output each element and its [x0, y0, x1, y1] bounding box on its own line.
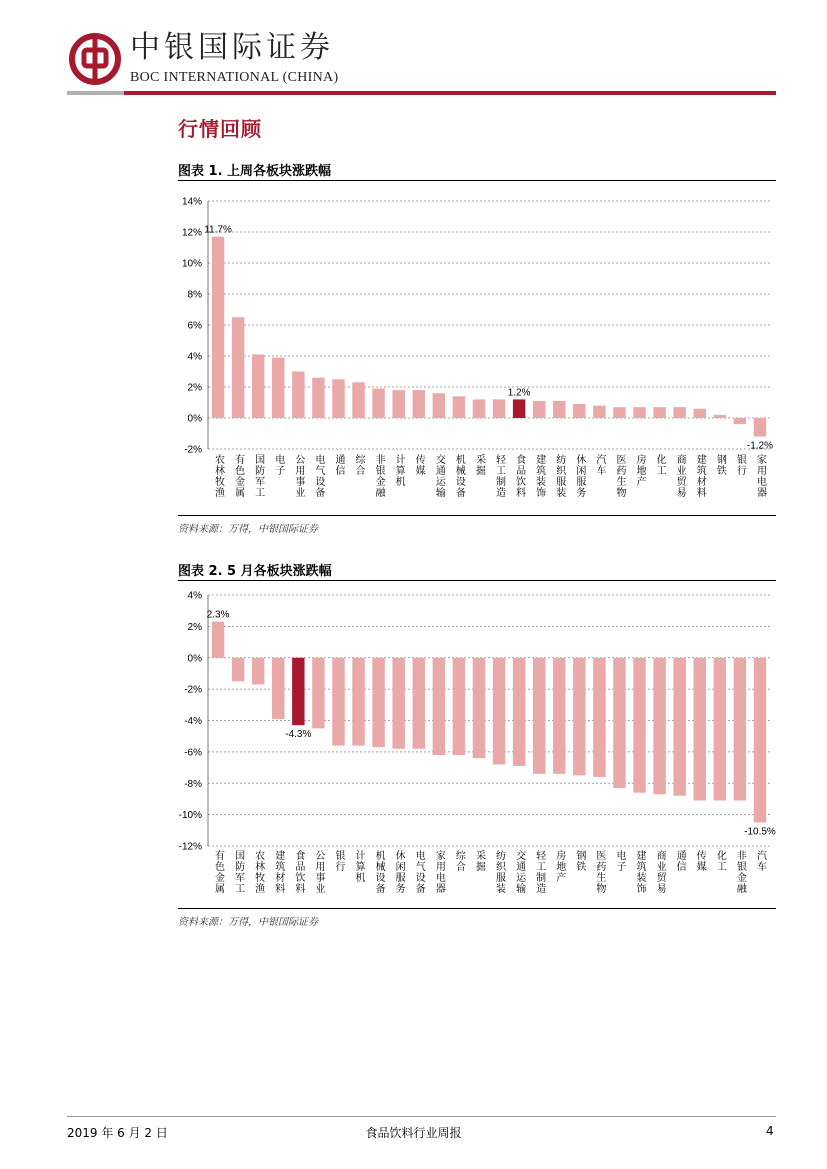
- footer-rule: [67, 1116, 776, 1117]
- bar-18: [553, 658, 565, 774]
- bar-21: [613, 658, 625, 788]
- x-category-label: 食品饮料: [513, 454, 525, 498]
- figure-2-source: 资料来源：万得，中银国际证券: [178, 917, 318, 928]
- bar-3: [252, 658, 264, 685]
- x-category-label: 农林牧渔: [252, 850, 264, 894]
- y-tick-label: 2%: [187, 621, 202, 633]
- x-category-label: 家用电器: [754, 454, 766, 498]
- x-category-label: 汽车: [593, 454, 605, 476]
- x-category-label: 化工: [714, 850, 726, 872]
- brand-name-cn: 中银国际证券: [130, 30, 334, 65]
- data-label: -1.2%: [746, 440, 774, 452]
- y-tick-label: -8%: [184, 778, 202, 790]
- bar-26: [714, 658, 726, 801]
- bar-8: [352, 658, 364, 746]
- x-category-label: 建筑材料: [694, 454, 706, 498]
- x-category-label: 医药生物: [593, 850, 605, 894]
- x-category-label: 电气设备: [312, 454, 324, 498]
- bar-19: [573, 658, 585, 776]
- y-tick-label: 14%: [181, 196, 202, 208]
- x-category-label: 轻工制造: [493, 454, 505, 498]
- y-tick-label: 12%: [181, 227, 202, 239]
- x-category-label: 非银金融: [373, 454, 385, 498]
- bar-4: [272, 658, 284, 719]
- bar-20: [593, 658, 605, 777]
- y-tick-label: -6%: [184, 747, 202, 759]
- brand-name-en: BOC INTERNATIONAL (CHINA): [130, 70, 339, 85]
- x-category-label: 综合: [453, 850, 465, 872]
- x-category-label: 有色金属: [212, 850, 224, 894]
- y-tick-label: -2%: [184, 444, 202, 456]
- data-label: 1.2%: [507, 387, 531, 399]
- x-category-label: 通信: [332, 454, 344, 476]
- bar-17: [533, 658, 545, 774]
- x-category-label: 公用事业: [292, 454, 304, 498]
- bar-23: [653, 658, 665, 794]
- x-category-label: 纺织服装: [553, 454, 565, 498]
- data-label: 2.3%: [206, 609, 230, 621]
- y-tick-label: 2%: [187, 382, 202, 394]
- x-category-label: 轻工制造: [533, 850, 545, 894]
- x-category-label: 银行: [332, 850, 344, 872]
- x-category-label: 综合: [353, 454, 365, 476]
- x-category-label: 建筑材料: [272, 850, 284, 894]
- data-label: -4.3%: [285, 729, 312, 741]
- bar-1: [212, 622, 224, 658]
- x-category-label: 农林牧渔: [212, 454, 224, 498]
- x-category-label: 建筑装饰: [634, 850, 646, 894]
- x-category-label: 传媒: [694, 850, 706, 872]
- x-category-label: 休闲服务: [393, 850, 405, 894]
- figure-1-title: 图表 1. 上周各板块涨跌幅: [178, 164, 332, 179]
- footer-page-number: 4: [766, 1124, 774, 1138]
- x-category-label: 汽车: [754, 850, 766, 872]
- figure-2-title: 图表 2. 5 月各板块涨跌幅: [178, 564, 332, 579]
- x-category-label: 机械设备: [453, 454, 465, 498]
- x-category-label: 计算机: [353, 850, 365, 883]
- x-category-label: 电子: [272, 454, 284, 476]
- x-category-label: 有色金属: [232, 454, 244, 498]
- y-tick-label: 10%: [181, 258, 202, 270]
- bar-5: [292, 658, 304, 725]
- x-category-label: 银行: [734, 454, 746, 476]
- bar-22: [633, 658, 645, 793]
- bar-2: [232, 658, 244, 682]
- x-category-label: 纺织服装: [493, 850, 505, 894]
- x-category-label: 商业贸易: [654, 850, 666, 894]
- x-category-label: 电气设备: [413, 850, 425, 894]
- data-label: -10.5%: [744, 826, 776, 838]
- x-category-label: 交通运输: [433, 454, 445, 498]
- figure-2-bottom-rule: [178, 908, 776, 909]
- x-category-label: 房地产: [553, 850, 565, 883]
- bar-7: [332, 658, 344, 746]
- x-category-label: 钢铁: [714, 454, 726, 476]
- x-category-label: 传媒: [413, 454, 425, 476]
- y-tick-label: 4%: [187, 590, 202, 602]
- x-category-label: 计算机: [393, 454, 405, 487]
- y-tick-label: -2%: [184, 684, 202, 696]
- y-tick-label: 0%: [187, 413, 202, 425]
- bar-11: [413, 658, 425, 749]
- x-category-label: 公用事业: [312, 850, 324, 894]
- x-category-label: 家用电器: [433, 850, 445, 894]
- bar-16: [513, 658, 525, 766]
- x-category-label: 国防军工: [232, 850, 244, 894]
- footer-report-name: 食品饮料行业周报: [365, 1126, 462, 1140]
- bar-13: [453, 658, 465, 755]
- bar-28: [754, 658, 766, 823]
- x-category-label: 化工: [654, 454, 666, 476]
- bar-10: [392, 658, 404, 749]
- y-tick-label: 6%: [187, 320, 202, 332]
- x-category-label: 采掘: [473, 454, 485, 476]
- x-category-label: 商业贸易: [674, 454, 686, 498]
- figure-1-source: 资料来源：万得，中银国际证券: [178, 524, 318, 535]
- y-tick-label: -12%: [178, 841, 202, 853]
- x-category-label: 采掘: [473, 850, 485, 872]
- x-category-label: 建筑装饰: [533, 454, 545, 498]
- y-tick-label: 8%: [187, 289, 202, 301]
- x-category-label: 钢铁: [573, 850, 585, 872]
- bar-14: [473, 658, 485, 758]
- bar-9: [372, 658, 384, 747]
- y-tick-label: -4%: [184, 716, 202, 727]
- y-tick-label: 0%: [187, 653, 202, 665]
- bar-6: [312, 658, 324, 729]
- y-tick-label: 4%: [187, 351, 202, 363]
- data-label: 11.7%: [204, 224, 232, 236]
- x-category-label: 通信: [674, 850, 686, 872]
- footer-date: 2019 年 6 月 2 日: [67, 1126, 168, 1140]
- bar-15: [493, 658, 505, 765]
- x-category-label: 非银金融: [734, 850, 746, 894]
- x-category-label: 交通运输: [513, 850, 525, 894]
- bar-25: [694, 658, 706, 801]
- x-category-label: 医药生物: [613, 454, 625, 498]
- x-category-label: 房地产: [634, 454, 646, 487]
- y-tick-label: -10%: [178, 810, 202, 822]
- bar-12: [433, 658, 445, 755]
- x-category-label: 国防军工: [252, 454, 264, 498]
- bar-24: [673, 658, 685, 796]
- x-category-label: 电子: [613, 850, 625, 872]
- bar-27: [734, 658, 746, 801]
- x-category-label: 食品饮料: [292, 850, 304, 894]
- section-title: 行情回顾: [178, 117, 262, 141]
- x-category-label: 机械设备: [373, 850, 385, 894]
- x-category-label: 休闲服务: [573, 454, 585, 498]
